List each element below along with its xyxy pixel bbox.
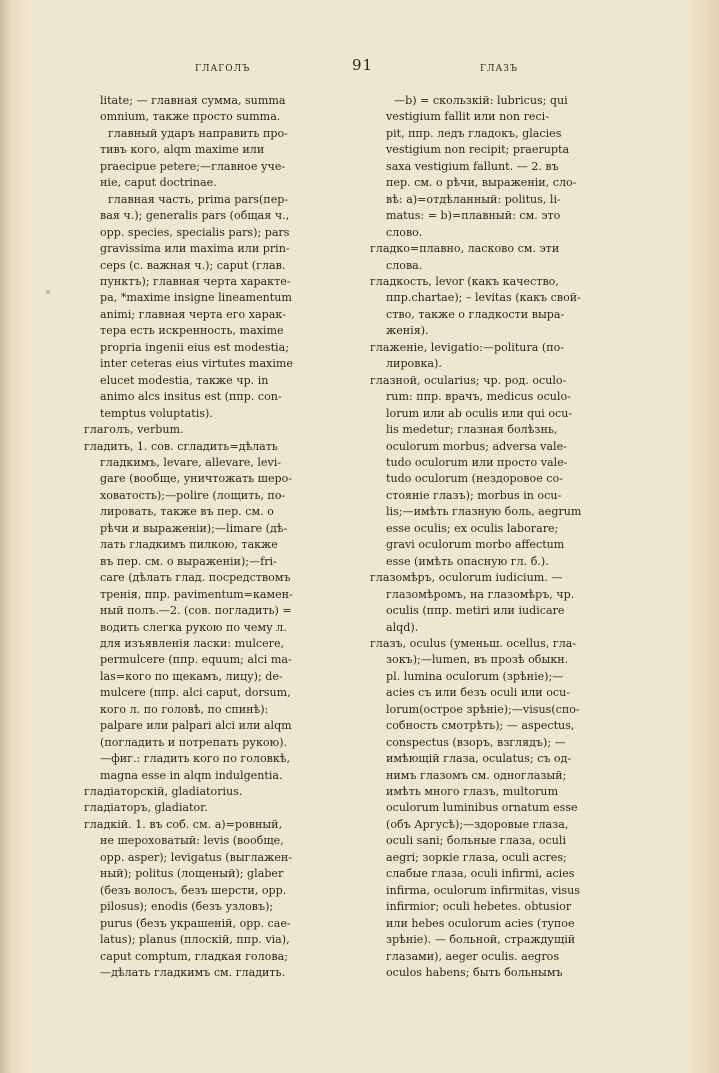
text-line: для изъявленія ласки: mulcere, bbox=[100, 636, 285, 650]
text-line: глаженіе, levigatio:—politura (по- bbox=[370, 340, 565, 354]
text-line: лировать, также въ пер. см. о bbox=[100, 505, 274, 519]
text-line: tudo oculorum или просто vale- bbox=[386, 455, 568, 469]
text-line: caput comptum, гладкая голова; bbox=[100, 949, 288, 963]
text-line: —b) = скользкій: lubricus; qui bbox=[394, 94, 568, 107]
text-line: care (дѣлать глад. посредствомъ bbox=[100, 571, 291, 585]
text-line: слова. bbox=[386, 258, 423, 272]
text-line: ceps (с. важная ч.); caput (глав. bbox=[100, 258, 286, 272]
text-line: aegri; зоркіе глаза, oculi acres; bbox=[386, 850, 567, 864]
text-line: ппр.chartae); – levitas (какъ свой- bbox=[386, 291, 581, 305]
text-line: ховатость);—polire (лощить, по- bbox=[100, 488, 286, 502]
text-line: oculi sani; больные глаза, oculi bbox=[386, 834, 567, 848]
text-line: pit, ппр. ледъ гладокъ, glacies bbox=[386, 126, 562, 140]
text-line: purus (безъ украшеній, opp. cae- bbox=[100, 916, 291, 930]
text-line: зрѣніе). — больной, страждущій bbox=[386, 933, 576, 947]
text-line: гладкимъ, levare, allevare, levi- bbox=[100, 455, 282, 469]
text-line: тренія, ппр. pavimentum=камен- bbox=[100, 587, 293, 601]
text-line: глаголъ, verbum. bbox=[84, 423, 184, 437]
text-line: mulcere (ппр. alci caput, dorsum, bbox=[100, 686, 291, 700]
text-line: omnium, также просто summa. bbox=[100, 110, 281, 124]
text-line: гладкій. 1. въ соб. см. а)=ровный, bbox=[84, 817, 283, 831]
text-line: глазъ, oculus (уменьш. ocellus, гла- bbox=[370, 636, 577, 650]
text-line: стояніе глазъ); morbus in ocu- bbox=[386, 488, 562, 502]
text-line: elucet modestia, также чр. in bbox=[100, 373, 269, 387]
text-line: тивъ кого, alqm maxime или bbox=[100, 143, 265, 157]
text-line: infirma, oculorum infirmitas, visus bbox=[386, 883, 580, 897]
text-line: кого л. по головѣ, по спинѣ): bbox=[100, 702, 269, 716]
page-number: 91 bbox=[352, 56, 374, 74]
text-line: ра, *maxime insigne lineamentum bbox=[100, 291, 292, 305]
text-line: гладіаторскій, gladiatorius. bbox=[84, 785, 243, 799]
text-line: lis;—имѣть глазную боль, aegrum bbox=[386, 505, 582, 519]
text-line: propria ingenii eius est modestia; bbox=[100, 340, 289, 354]
text-line: глазной, ocularius; чр. род. oculo- bbox=[370, 373, 567, 387]
text-line: вая ч.); generalis pars (общая ч., bbox=[100, 209, 290, 223]
text-line: conspectus (взоръ, взглядъ); — bbox=[386, 735, 566, 749]
text-line: (погладить и потрепать рукою). bbox=[100, 735, 288, 749]
text-line: слабые глаза, oculi infirmi, acies bbox=[386, 867, 575, 881]
text-line: litate; — главная сумма, summa bbox=[100, 94, 286, 107]
text-line: гладить, 1. сов. сгладить=дѣлать bbox=[84, 439, 278, 453]
text-line: praecipue petere;—главное уче- bbox=[100, 159, 286, 173]
text-line: magna esse in alqm indulgentia. bbox=[100, 768, 283, 782]
text-line: глазами), aeger oculis. aegros bbox=[386, 949, 560, 963]
text-line: лировка). bbox=[386, 357, 442, 371]
left-column bbox=[84, 93, 346, 981]
text-line: ный полъ.—2. (сов. погладить) = bbox=[100, 604, 292, 618]
text-line: gare (вообще, уничтожать шеро- bbox=[100, 472, 293, 486]
text-line: lorum(острое зрѣніе);—visus(спо- bbox=[386, 702, 580, 716]
text-line: opp. asper); levigatus (выглажен- bbox=[100, 850, 293, 864]
text-line: gravissima или maxima или prin- bbox=[100, 242, 290, 256]
text-line: temptus voluptatis). bbox=[100, 406, 213, 420]
text-line: имѣющій глаза, oculatus; съ од- bbox=[386, 752, 572, 766]
text-line: слово. bbox=[386, 225, 423, 239]
text-line: тера есть искренность, maxime bbox=[100, 324, 284, 338]
text-line: имѣть много глазъ, multorum bbox=[386, 785, 559, 799]
text-line: lis medetur; глазная болѣзнь, bbox=[386, 423, 558, 437]
text-line: rum: ппр. врачъ, medicus oculo- bbox=[386, 390, 571, 404]
text-line: latus); planus (плоскій, ппр. via), bbox=[100, 933, 290, 947]
text-line: собность смотрѣть); — aspectus, bbox=[386, 719, 575, 733]
text-line: не шероховатый: levis (вообще, bbox=[100, 834, 284, 848]
text-line: palpare или palpari alci или alqm bbox=[100, 719, 292, 733]
text-line: alqd). bbox=[386, 620, 419, 634]
text-line: ство, также о гладкости выра- bbox=[386, 307, 565, 321]
header-left-word: глаголъ bbox=[195, 60, 251, 75]
text-line: главный ударъ направить про- bbox=[108, 126, 288, 140]
text-line: esse (имѣть опасную гл. б.). bbox=[386, 554, 549, 568]
text-line: matus: = b)=плавный: см. это bbox=[386, 209, 561, 223]
text-line: pilosus); enodis (безъ узловъ); bbox=[100, 900, 274, 914]
text-line: —дѣлать гладкимъ см. гладить. bbox=[100, 966, 286, 980]
running-header bbox=[90, 56, 670, 82]
text-line: vestigium fallit или non reci- bbox=[386, 110, 549, 124]
text-line: пер. см. о рѣчи, выраженіи, сло- bbox=[386, 176, 577, 190]
text-line: пунктъ); главная черта характе- bbox=[100, 274, 291, 288]
page-edge-shadow bbox=[0, 0, 12, 1073]
text-line: ніе, caput doctrinae. bbox=[100, 176, 217, 190]
text-line: animo alcs insitus est (ппр. con- bbox=[100, 390, 282, 404]
text-line: pl. lumina oculorum (зрѣніе);— bbox=[386, 669, 564, 683]
text-line: гладкость, levor (какъ качество, bbox=[370, 274, 559, 288]
text-line: oculis (ппр. metiri или iudicare bbox=[386, 604, 565, 618]
text-line: las=кого по щекамъ, лицу); de- bbox=[100, 669, 283, 683]
text-line: главная часть, prima pars(пер- bbox=[108, 192, 289, 206]
text-line: или hebes oculorum acies (тупое bbox=[386, 916, 575, 930]
text-line: вѣ: а)=отдѣланный: politus, li- bbox=[386, 192, 561, 206]
text-line: гладко=плавно, ласково см. эти bbox=[370, 242, 560, 256]
text-line: inter ceteras eius virtutes maxime bbox=[100, 357, 293, 371]
text-line: tudo oculorum (нездоровое со- bbox=[386, 472, 563, 486]
text-line: oculos habens; быть больнымъ bbox=[386, 966, 563, 980]
text-line: —фиг.: гладить кого по головкѣ, bbox=[100, 752, 291, 766]
text-line: женія). bbox=[386, 324, 429, 338]
text-line: saxa vestigium fallunt. — 2. въ bbox=[386, 159, 559, 173]
text-line: рѣчи и выраженіи);—limare (дѣ- bbox=[100, 521, 288, 535]
text-line: opp. species, specialis pars); pars bbox=[100, 225, 290, 239]
text-line: глазомѣромъ, на глазомѣръ, чр. bbox=[386, 587, 575, 601]
text-line: vestigium non recipit; praerupta bbox=[386, 143, 570, 157]
header-right-word: глазъ bbox=[480, 60, 519, 75]
right-column bbox=[370, 93, 640, 981]
text-line: oculorum morbus; adversa vale- bbox=[386, 439, 567, 453]
text-line: нимъ глазомъ см. одноглазый; bbox=[386, 768, 567, 782]
paper-spot bbox=[46, 290, 50, 294]
text-line: зокъ);—lumen, въ прозѣ обыкн. bbox=[386, 653, 569, 667]
text-line: глазомѣръ, oculorum iudicium. — bbox=[370, 571, 563, 585]
text-line: animi; главная черта его харак- bbox=[100, 307, 287, 321]
text-line: ный); politus (лощеный); glaber bbox=[100, 867, 284, 881]
text-line: лать гладкимъ пилкою, также bbox=[100, 538, 278, 552]
text-line: acies съ или безъ oculi или ocu- bbox=[386, 686, 571, 700]
text-line: lorum или ab oculis или qui ocu- bbox=[386, 406, 573, 420]
text-line: oculorum luminibus ornatum esse bbox=[386, 801, 578, 815]
text-line: водить слегка рукою по чему л. bbox=[100, 620, 287, 634]
text-line: (безъ волосъ, безъ шерсти, opp. bbox=[100, 883, 287, 897]
text-line: (объ Аргусѣ);—здоровые глаза, bbox=[386, 817, 569, 831]
text-line: infirmior; oculi hebetes. obtusior bbox=[386, 900, 572, 914]
text-line: gravi oculorum morbo affectum bbox=[386, 538, 565, 552]
text-line: permulcere (ппр. equum; alci ma- bbox=[100, 653, 292, 667]
text-line: esse oculis; ex oculis laborare; bbox=[386, 521, 559, 535]
text-line: въ пер. см. о выраженіи);—fri- bbox=[100, 554, 277, 568]
text-line: гладіаторъ, gladiator. bbox=[84, 801, 208, 815]
